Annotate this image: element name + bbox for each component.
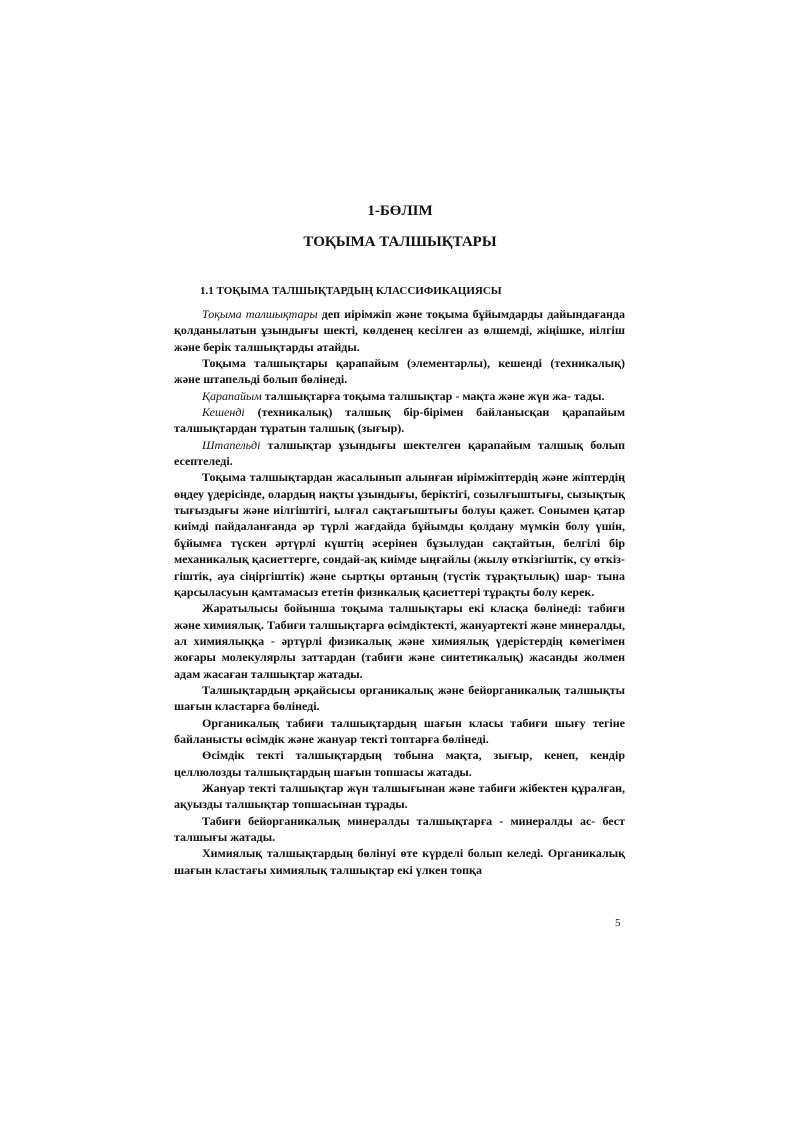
paragraph-term: Қарапайым [202, 388, 262, 403]
paragraph [174, 682, 625, 715]
paragraph-term: Штапельді [202, 437, 261, 452]
section-heading: 1.1 ТОҚЫМА ТАЛШЫҚТАРДЫҢ КЛАССИФИКАЦИЯСЫ [200, 285, 502, 297]
paragraph-text: деп иірімжіп және тоқыма бұйымдарды дайындағанда қолданылатын ұзындығы шекті, көлденең кесілген аз өлшемді, жіңішке, иілгіш және берік талшықтарды атайды. [174, 307, 626, 354]
body-text [174, 306, 625, 878]
paragraph [174, 600, 625, 682]
paragraph-text: Жануар текті талшықтар жүн талшығынан және табиғи жібектен құралған, ақуызды талшықтар топшасынан тұрады. [174, 780, 625, 812]
page-number: 5 [615, 917, 621, 929]
paragraph-text: Органикалық табиғи талшықтардың шағын класы табиғи шығу тегіне байланысты өсімдік және жануар текті топтарға бөлінеді. [174, 715, 625, 746]
paragraph-text: Жаратылысы бойынша тоқыма талшықтары екі класқа бөлінеді: табиғи және химиялық. Табиғи талшықтарға өсімдіктекті, жануартекті және минералды, ал химиялыққа - әртүрлі физикалық және химиялық үдерістердің көмегімен жоғары молекулярлы заттардан (табиғи және синтетикалық) жасанды жолмен адам жасаған талшықтар жатады. [174, 601, 625, 681]
paragraph-text: Тоқыма талшықтардан жасалынып алынған иірімжіптердің және жіптердің өңдеу үдерісінде, олардың нақты ұзындығы, беріктігі, созылғыштығы, сызықтық тығыздығы және иілгіштігі, ылғал сақтағыштығы болуы қажет. Сонымен қатар киімді пайдаланғанда әр түрлі жағдайда бұйымды қолдану мүмкін болу үшін, бұйымға түскен әртүрлі күштің әсерінен бұзылудан сақтайтын, белгілі бір механикалық қасиеттерге, сондай-ақ киімде ыңғайлы (жылу өткізгіштік, су өткіз- гіштік, ауа сіңіргіштік) және сыртқы ортаның (түстік тұрақтылық) шар- тына қарсыласуын қамтамасыз ететін физикалық қасиеттері тұрақты болу керек. [174, 470, 625, 599]
main-title: ТОҚЫМА ТАЛШЫҚТАРЫ [303, 234, 497, 250]
paragraph [174, 845, 625, 878]
paragraph-term: Кешенді [202, 405, 245, 420]
paragraph-text: Тоқыма талшықтары қарапайым (элементарлы), кешенді (техникалық) және штапельді болып бөлінеді. [174, 356, 625, 387]
paragraph [174, 437, 625, 470]
paragraph [174, 747, 625, 780]
paragraph-term: Тоқыма талшықтары [202, 307, 318, 321]
paragraph [174, 355, 625, 388]
paragraph-text: Өсімдік текті талшықтардың тобына мақта, зығыр, кенеп, кендір целлюлозды талшықтардың шағын топшасы жатады. [174, 748, 625, 779]
paragraph [174, 306, 625, 355]
part-title: 1-БӨЛІМ [367, 203, 433, 219]
paragraph [174, 715, 625, 748]
paragraph [174, 388, 625, 404]
paragraph [174, 469, 625, 600]
paragraph-text: талшықтарға тоқыма талшықтар - мақта және жүн жа- тады. [261, 388, 605, 403]
paragraph [174, 404, 625, 437]
paragraph [174, 780, 625, 813]
paragraph-text: Химиялық талшықтардың бөлінуі өте күрделі болып келеді. Органикалық шағын кластағы химиялық талшықтар екі үлкен топқа [174, 846, 625, 877]
paragraph-text: (техникалық) талшық бір-бірімен байланысқан қарапайым талшықтардан тұратын талшық (зығыр). [174, 405, 625, 436]
paragraph-text: талшықтар ұзындығы шектелген қарапайым талшық болып есептеледі. [174, 437, 625, 469]
paragraph [174, 813, 625, 846]
paragraph-text: Табиғи бейорганикалық минералды талшықтарға - минералды ас- бест талшығы жатады. [174, 813, 625, 844]
paragraph-text: Талшықтардың әрқайсысы органикалық және бейорганикалық талшықты шағын кластарға бөлінеді. [174, 682, 625, 714]
